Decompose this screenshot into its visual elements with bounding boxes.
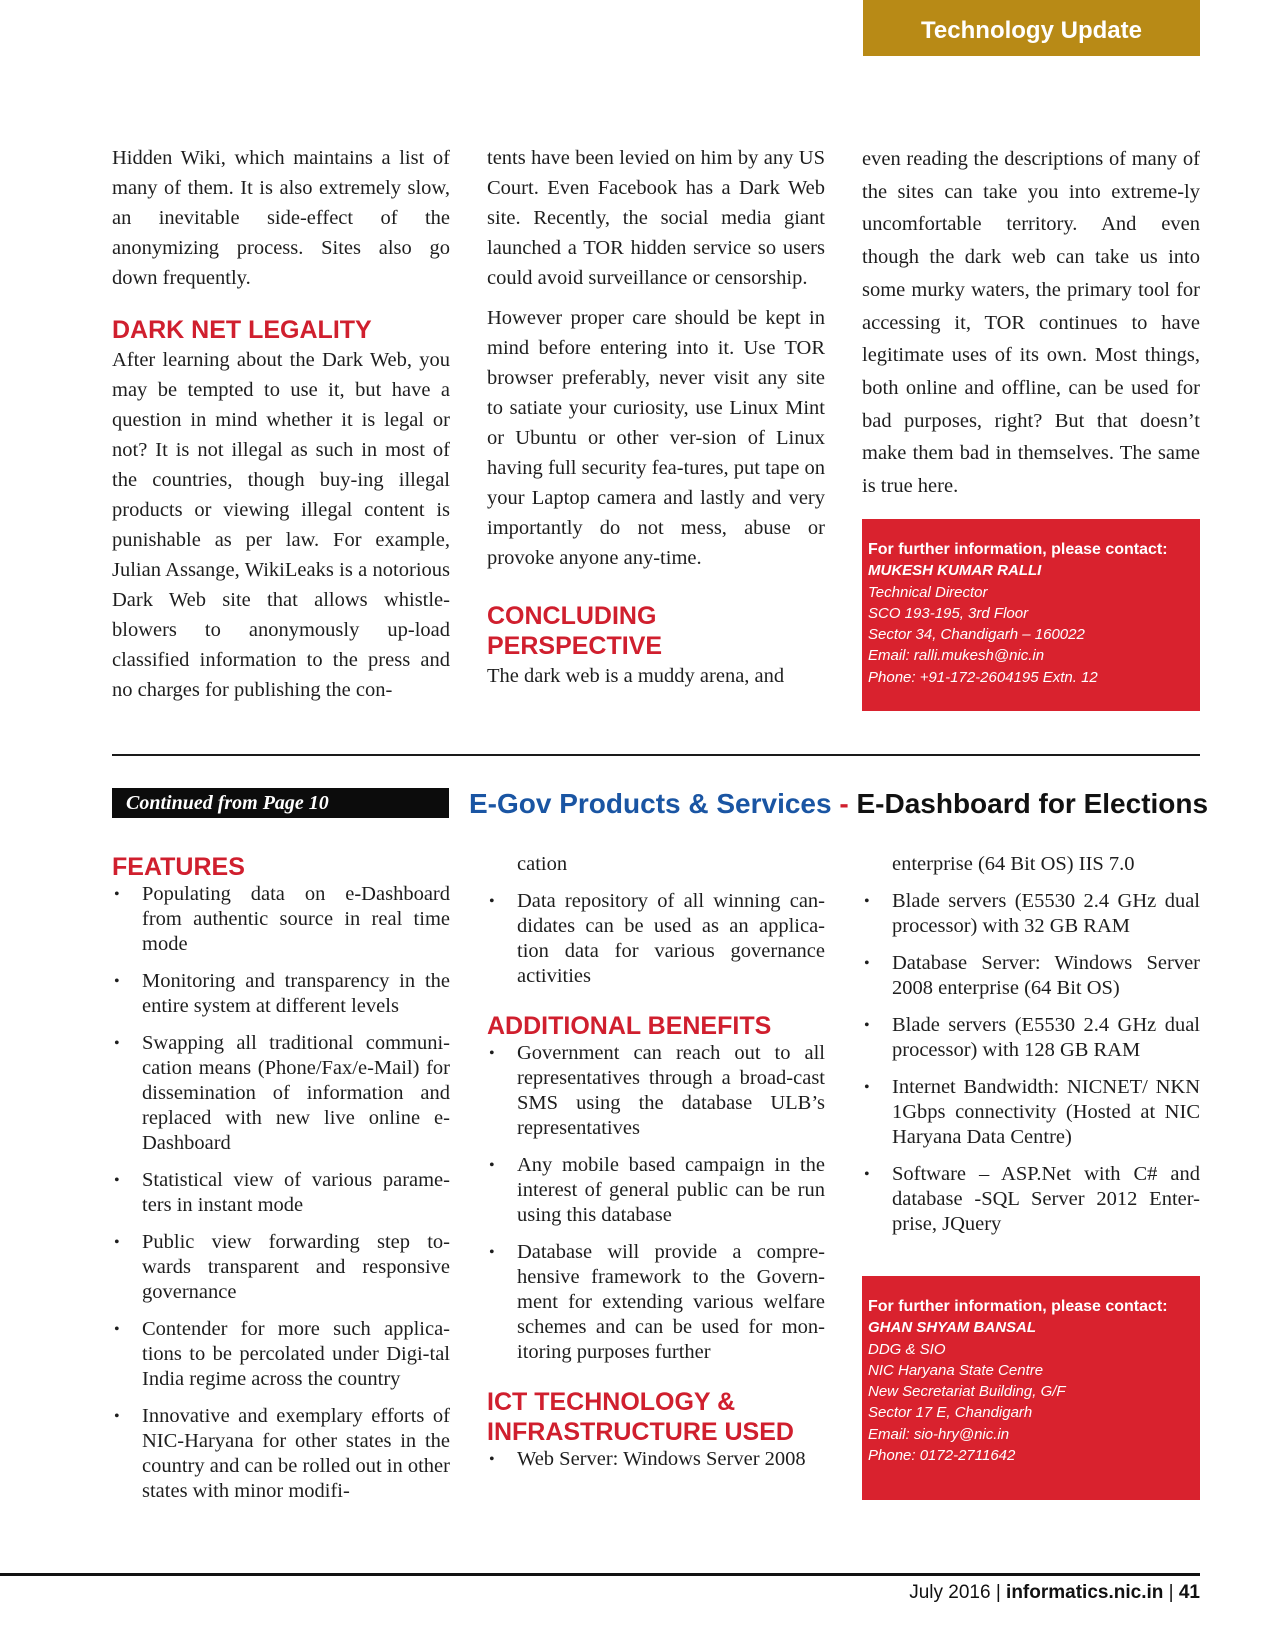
list-item: • Database will provide a compre-hensive framework to the Govern-ment for extending various welfare schemes and can be used for mon-itoring purposes further bbox=[487, 1240, 825, 1365]
heading-line: INFRASTRUCTURE USED bbox=[487, 1418, 794, 1446]
paragraph: tents have been levied on him by any US Court. Even Facebook has a Dark Web site. Recently, the social media giant launched a TOR hidden service so users could avoid surveillance or censorship. bbox=[487, 147, 825, 289]
list-item: • Populating data on e-Dashboard from authentic source in real time mode bbox=[112, 882, 450, 957]
contact-name: GHAN SHYAM BANSAL bbox=[868, 1319, 1037, 1337]
list-item: • Database Server: Windows Server 2008 enterprise (64 Bit OS) bbox=[862, 951, 1200, 1001]
contact-box-bottom bbox=[862, 1276, 1200, 1500]
title-part-1: E-Gov Products & Services bbox=[469, 788, 832, 819]
continued-label: Continued from Page 10 bbox=[112, 788, 449, 818]
top-column-1 bbox=[112, 143, 450, 705]
list-item: • Data repository of all winning can-didates can be used as an applica-tion data for various governance activities bbox=[487, 889, 825, 989]
top-column-3 bbox=[862, 143, 1200, 503]
features-list bbox=[112, 882, 450, 1504]
contact-phone: Phone: 0172-2711642 bbox=[868, 1447, 1016, 1465]
title-part-2: E-Dashboard for Elections bbox=[856, 788, 1209, 819]
ict-list bbox=[487, 1447, 825, 1472]
contact-line: DDG & SIO bbox=[868, 1340, 946, 1358]
page-number: 41 bbox=[1178, 1582, 1200, 1603]
continued-text: enterprise (64 Bit OS) IIS 7.0 bbox=[892, 853, 1135, 875]
list-item: • Software – ASP.Net with C# and database -SQL Server 2012 Enter-prise, JQuery bbox=[862, 1162, 1200, 1237]
list-item: • Blade servers (E5530 2.4 GHz dual processor) with 128 GB RAM bbox=[862, 1013, 1200, 1063]
section-heading: DARK NET LEGALITY bbox=[112, 316, 372, 344]
divider bbox=[112, 754, 1200, 756]
footer-rule bbox=[0, 1573, 1200, 1576]
paragraph: The dark web is a muddy arena, and bbox=[487, 665, 785, 687]
list-item: • Monitoring and transparency in the entire system at different levels bbox=[112, 969, 450, 1019]
list-item: • Swapping all traditional communi-cation means (Phone/Fax/e-Mail) for dissemination of information and replaced with new live online e-Dashboard bbox=[112, 1031, 450, 1156]
section-label: Technology Update bbox=[863, 0, 1200, 56]
footer-date: July 2016 bbox=[909, 1582, 991, 1603]
list-item: • Statistical view of various parame-ters in instant mode bbox=[112, 1168, 450, 1218]
features-list-continued bbox=[487, 889, 825, 989]
section-heading: ADDITIONAL BENEFITS bbox=[487, 1012, 772, 1040]
contact-box-top bbox=[862, 519, 1200, 711]
list-item: • Government can reach out to all representatives through a broad-cast SMS using the database ULB’s representatives bbox=[487, 1041, 825, 1141]
list-item: • Innovative and exemplary efforts of NIC-Haryana for other states in the country and can be rolled out in other states with minor modifi- bbox=[112, 1404, 450, 1504]
contact-line: NIC Haryana State Centre bbox=[868, 1361, 1044, 1379]
contact-line: New Secretariat Building, G/F bbox=[868, 1383, 1066, 1401]
contact-line: SCO 193-195, 3rd Floor bbox=[868, 604, 1029, 622]
paragraph: However proper care should be kept in mind before entering into it. Use TOR browser preferably, never visit any site to satiate your curiosity, use Linux Mint or Ubuntu or other ver-sion of Linux having full security fea-tures, put tape on your Laptop camera and lastly and very importantly do not mess, abuse or provoke anyone any-time. bbox=[487, 307, 825, 569]
contact-name: MUKESH KUMAR RALLI bbox=[868, 562, 1042, 580]
section-heading bbox=[487, 1387, 825, 1447]
list-item: • Blade servers (E5530 2.4 GHz dual processor) with 32 GB RAM bbox=[862, 889, 1200, 939]
title-separator: - bbox=[831, 788, 857, 819]
footer-site: informatics.nic.in bbox=[1006, 1582, 1164, 1603]
list-item: • Contender for more such applica-tions to be percolated under Digi-tal India regime across the country bbox=[112, 1317, 450, 1392]
paragraph: Hidden Wiki, which maintains a list of many of them. It is also extremely slow, an inevitable side-effect of the anonymizing process. Sites also go down frequently. bbox=[112, 147, 450, 289]
contact-email: Email: ralli.mukesh@nic.in bbox=[868, 647, 1045, 665]
list-item: • Public view forwarding step to-wards transparent and responsive governance bbox=[112, 1230, 450, 1305]
bottom-column-2 bbox=[487, 852, 825, 1484]
page-footer: July 2016 | informatics.nic.in | 41 bbox=[909, 1582, 1200, 1603]
section-heading: CONCLUDING PERSPECTIVE bbox=[487, 602, 663, 660]
contact-email: Email: sio-hry@nic.in bbox=[868, 1425, 1010, 1443]
bottom-column-1 bbox=[112, 852, 450, 1516]
contact-line: Sector 17 E, Chandigarh bbox=[868, 1404, 1033, 1422]
list-item: • Web Server: Windows Server 2008 bbox=[487, 1447, 825, 1472]
list-item: • Internet Bandwidth: NICNET/ NKN 1Gbps connectivity (Hosted at NIC Haryana Data Centre) bbox=[862, 1075, 1200, 1150]
bottom-column-3 bbox=[862, 852, 1200, 1249]
contact-phone: Phone: +91-172-2604195 Extn. 12 bbox=[868, 668, 1098, 686]
section-heading: FEATURES bbox=[112, 853, 245, 881]
paragraph: After learning about the Dark Web, you may be tempted to use it, but have a question in mind whether it is legal or not? It is not illegal as such in most of the countries, though buy-ing illegal products or viewing illegal content is punishable as per law. For example, Julian Assange, WikiLeaks is a notorious Dark Web site that allows whistle-blowers to anonymously up-load classified information to the press and no charges for publishing the con- bbox=[112, 349, 450, 701]
continued-text: cation bbox=[517, 853, 568, 875]
contact-title: For further information, please contact: bbox=[868, 541, 1168, 558]
ict-list-continued bbox=[862, 889, 1200, 1237]
contact-line: Sector 34, Chandigarh – 160022 bbox=[868, 626, 1085, 644]
top-column-2 bbox=[487, 143, 825, 691]
paragraph: even reading the descriptions of many of the sites can take you into extreme-ly uncomfortable territory. And even though the dark web can take us into some murky waters, the primary tool for accessing it, TOR continues to have legitimate uses of its own. Most things, both online and offline, can be used for bad purposes, right? But that doesn’t make them bad in themselves. The same is true here. bbox=[862, 148, 1200, 498]
heading-line: ICT TECHNOLOGY & bbox=[487, 1388, 736, 1416]
list-item: • Any mobile based campaign in the interest of general public can be run using this database bbox=[487, 1153, 825, 1228]
contact-line: Technical Director bbox=[868, 583, 988, 601]
article-title bbox=[469, 786, 1208, 822]
benefits-list bbox=[487, 1041, 825, 1365]
contact-title: For further information, please contact: bbox=[868, 1298, 1168, 1315]
